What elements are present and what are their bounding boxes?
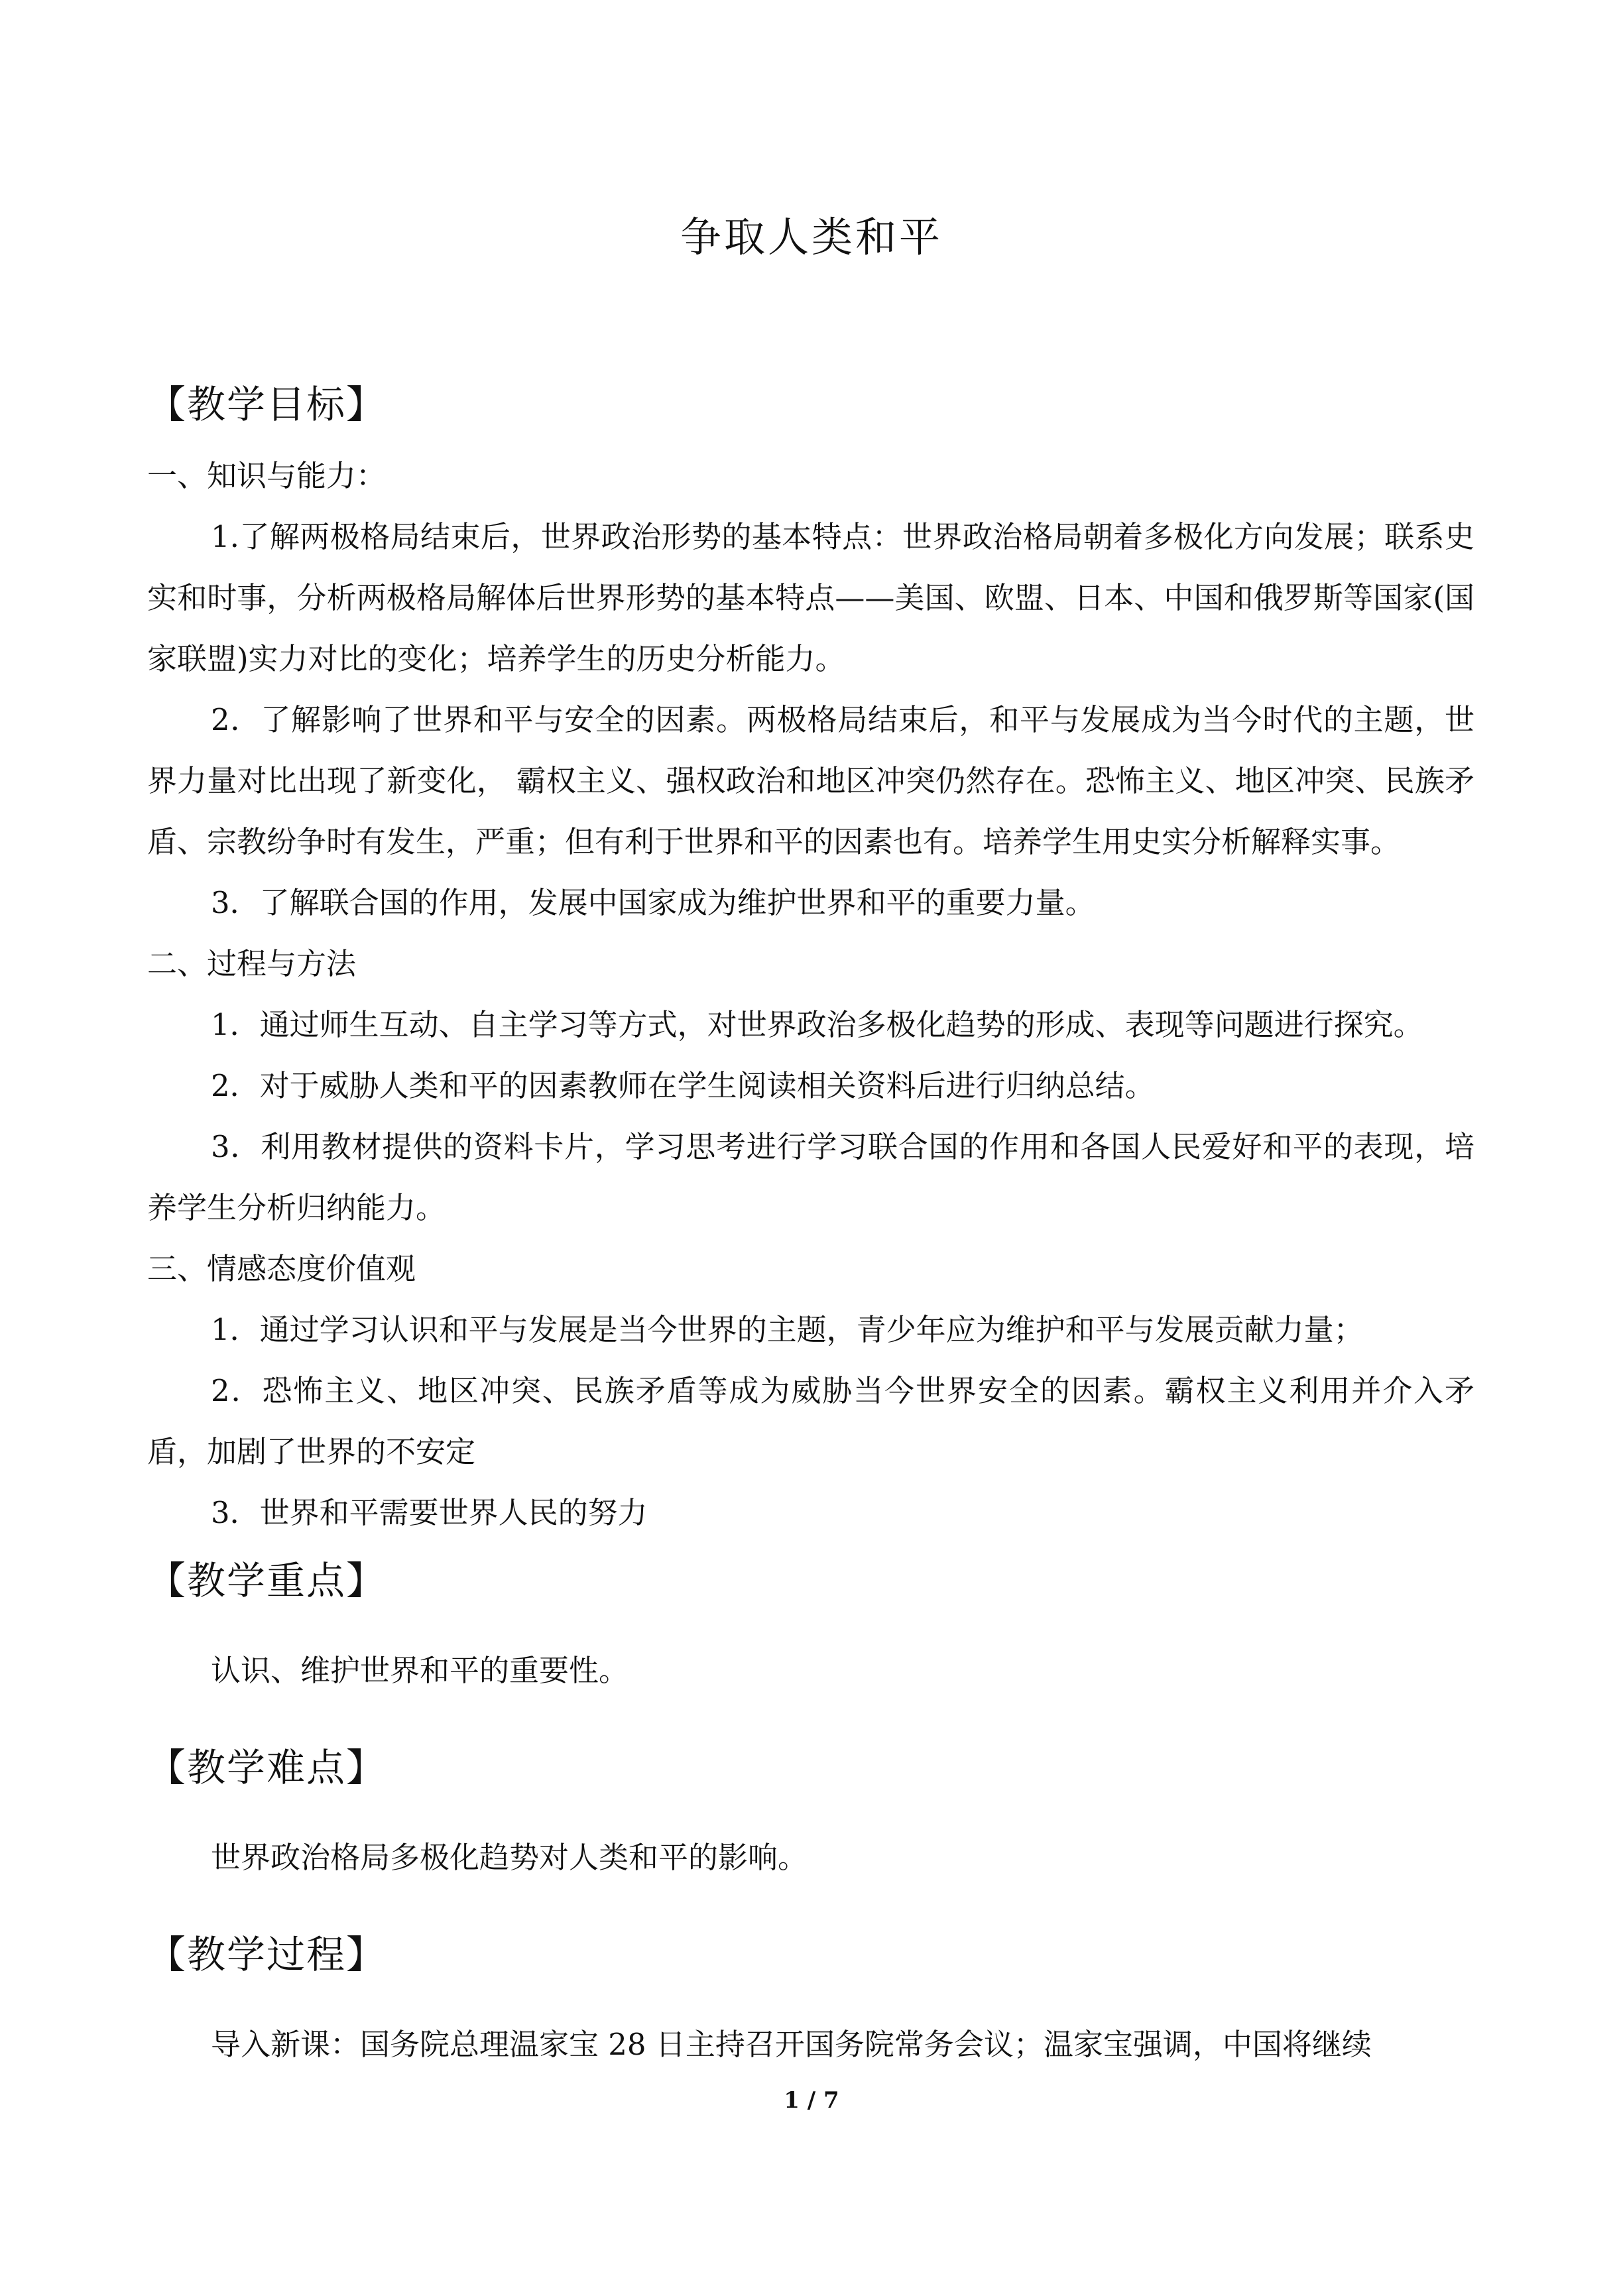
objectives-heading: 【教学目标】 [147,382,387,427]
difficulty-heading: 【教学难点】 [147,1745,387,1790]
document-body [147,378,1474,2075]
process-heading: 【教学过程】 [147,1932,387,1977]
objective-item: 3．了解联合国的作用，发展中国家成为维护世界和平的重要力量。 [211,885,1095,920]
objective-item: 3．世界和平需要世界人民的努力 [211,1495,648,1530]
objective-item: 1.了解两极格局结束后，世界政治形势的基本特点：世界政治格局朝着多极化方向发展；联系史实和时事，分析两极格局解体后世界形势的基本特点——美国、欧盟、日本、中国和俄罗斯等国家(国家联盟)实力对比的变化；培养学生的历史分析能力。 [147,519,1474,676]
document-title: 争取人类和平 [680,213,943,261]
objective-item: 3．利用教材提供的资料卡片，学习思考进行学习联合国的作用和各国人民爱好和平的表现，培养学生分析归纳能力。 [147,1129,1474,1225]
objective-item: 2．对于威胁人类和平的因素教师在学生阅读相关资料后进行归纳总结。 [211,1068,1155,1103]
objective-item: 2．恐怖主义、地区冲突、民族矛盾等成为威胁当今世界安全的因素。霸权主义利用并介入矛盾，加剧了世界的不安定 [147,1373,1474,1469]
key-point-heading: 【教学重点】 [147,1558,387,1603]
page-number: 1 / 7 [784,2087,839,2114]
objectives-group-label: 二、过程与方法 [147,946,357,981]
objective-item: 1．通过师生互动、自主学习等方式，对世界政治多极化趋势的形成、表现等问题进行探究。 [211,1007,1423,1042]
objective-item: 2．了解影响了世界和平与安全的因素。两极格局结束后，和平与发展成为当今时代的主题，世界力量对比出现了新变化， 霸权主义、强权政治和地区冲突仍然存在。恐怖主义、地区冲突、民族矛盾、宗教纷争时有发生，严重；但有利于世界和平的因素也有。培养学生用史实分析解释实事。 [147,702,1474,859]
objectives-group-label: 三、情感态度价值观 [147,1251,416,1286]
key-point-text: 认识、维护世界和平的重要性。 [211,1653,629,1688]
objective-item: 1．通过学习认识和平与发展是当今世界的主题，青少年应为维护和平与发展贡献力量； [211,1312,1364,1347]
process-intro-text: 导入新课：国务院总理温家宝 28 日主持召开国务院常务会议；温家宝强调，中国将继续 [211,2027,1372,2062]
objectives-group-label: 一、知识与能力： [147,458,387,493]
difficulty-text: 世界政治格局多极化趋势对人类和平的影响。 [211,1840,808,1875]
